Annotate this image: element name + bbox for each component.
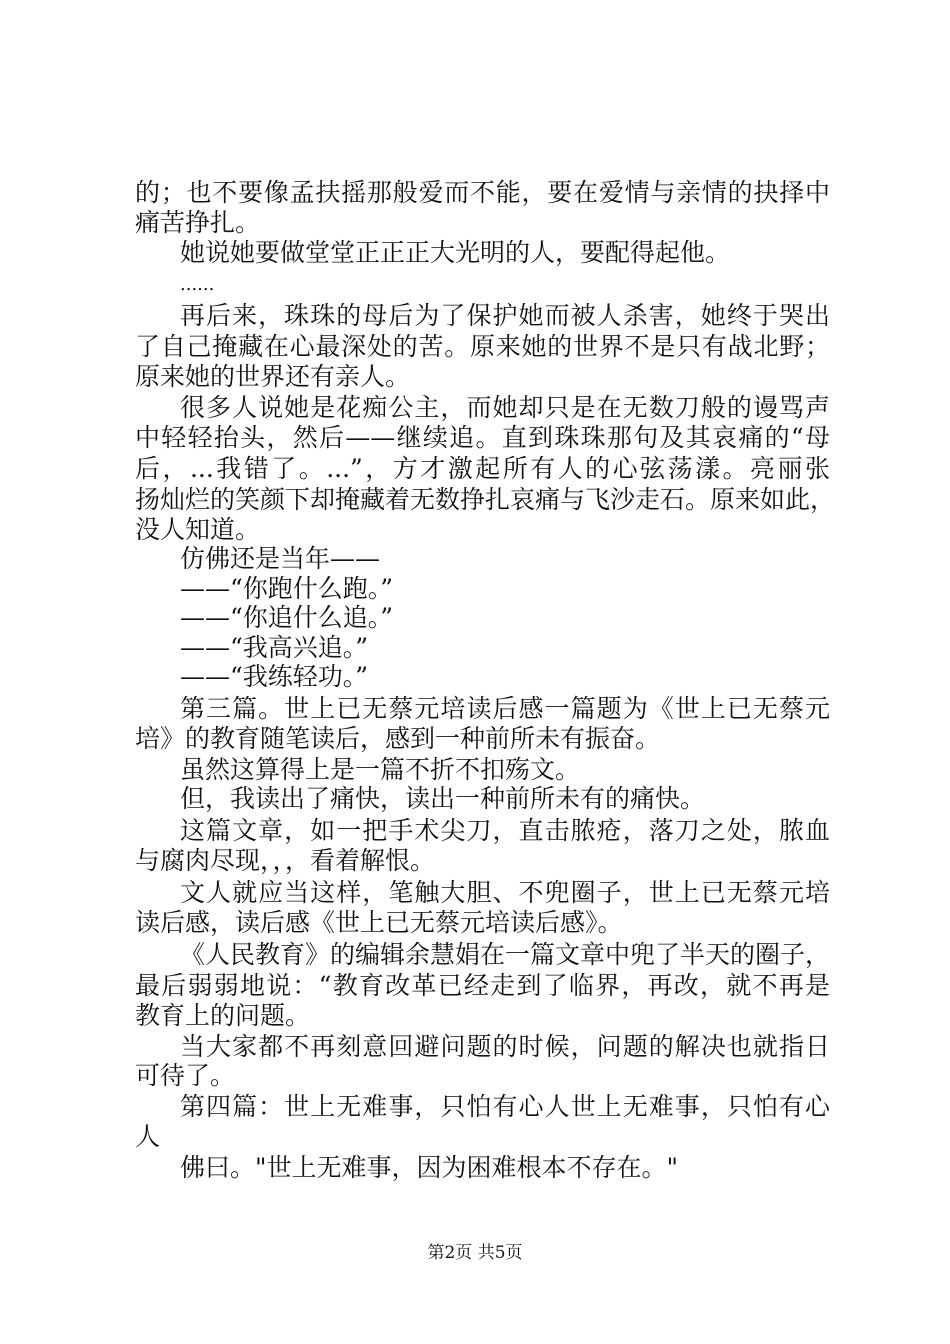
- text-line: 了自己掩藏在心最深处的苦。原来她的世界不是只有战北野；: [135, 332, 830, 361]
- text-line: 《人民教育》的编辑余慧娟在一篇文章中兜了半天的圈子，: [180, 940, 831, 969]
- text-line: 的；也不要像孟扶摇那般爱而不能，要在爱情与亲情的抉择中: [135, 178, 830, 207]
- text-line: 很多人说她是花痴公主，而她却只是在无数刀般的谩骂声: [180, 393, 830, 422]
- text-line: ——“我练轻功。”: [180, 662, 369, 691]
- text-line: 佛曰。"世上无难事，因为困难根本不存在。": [180, 1153, 678, 1182]
- text-line: 再后来，珠珠的母后为了保护她而被人杀害，她终于哭出: [180, 301, 830, 330]
- text-line: 原来她的世界还有亲人。: [135, 362, 411, 391]
- text-line: 中轻轻抬头，然后——继续追。直到珠珠那句及其哀痛的“母: [135, 423, 830, 452]
- text-line: ——“你跑什么跑。”: [180, 574, 394, 603]
- text-line: 痛苦挣扎。: [135, 208, 261, 237]
- text-line: 第三篇。世上已无蔡元培读后感一篇题为《世上已无蔡元: [180, 694, 830, 723]
- text-line: 这篇文章，如一把手术尖刀，直击脓疮，落刀之处，脓血: [180, 816, 830, 845]
- text-line: 最后弱弱地说：“教育改革已经走到了临界，再改，就不再是: [135, 971, 830, 1000]
- text-line: 但，我读出了痛快，读出一种前所未有的痛快。: [180, 784, 706, 813]
- text-line: 仿佛还是当年——: [180, 544, 381, 573]
- text-line: 人: [135, 1122, 161, 1151]
- text-line: 第四篇：世上无难事，只怕有心人世上无难事，只怕有心: [180, 1092, 830, 1121]
- text-line: 读后感，读后感《世上已无蔡元培读后感》。: [135, 908, 623, 937]
- text-line: 没人知道。: [135, 515, 261, 544]
- text-line: 虽然这算得上是一篇不折不扣殇文。: [180, 755, 581, 784]
- text-line: 后，...我错了。...”，方才激起所有人的心弦荡漾。亮丽张: [135, 454, 830, 483]
- ellipsis-line: ......: [180, 274, 215, 295]
- text-line: 文人就应当这样，笔触大胆、不兜圈子，世上已无蔡元培: [180, 878, 830, 907]
- text-line: 可待了。: [135, 1061, 236, 1090]
- text-line: 教育上的问题。: [135, 1001, 311, 1030]
- text-line: ——“我高兴追。”: [180, 633, 369, 662]
- text-line: ——“你追什么追。”: [180, 603, 394, 632]
- text-line: 与腐肉尽现，，，看着解恨。: [135, 846, 436, 875]
- page-number-footer: 第2页 共5页: [427, 1243, 523, 1263]
- text-line: 扬灿烂的笑颜下却掩藏着无数挣扎哀痛与飞沙走石。原来如此，: [135, 485, 836, 514]
- text-line: 她说她要做堂堂正正正大光明的人，要配得起他。: [180, 238, 731, 267]
- text-line: 培》的教育随笔读后，感到一种前所未有振奋。: [135, 724, 661, 753]
- text-line: 当大家都不再刻意回避问题的时候，问题的解决也就指日: [180, 1032, 830, 1061]
